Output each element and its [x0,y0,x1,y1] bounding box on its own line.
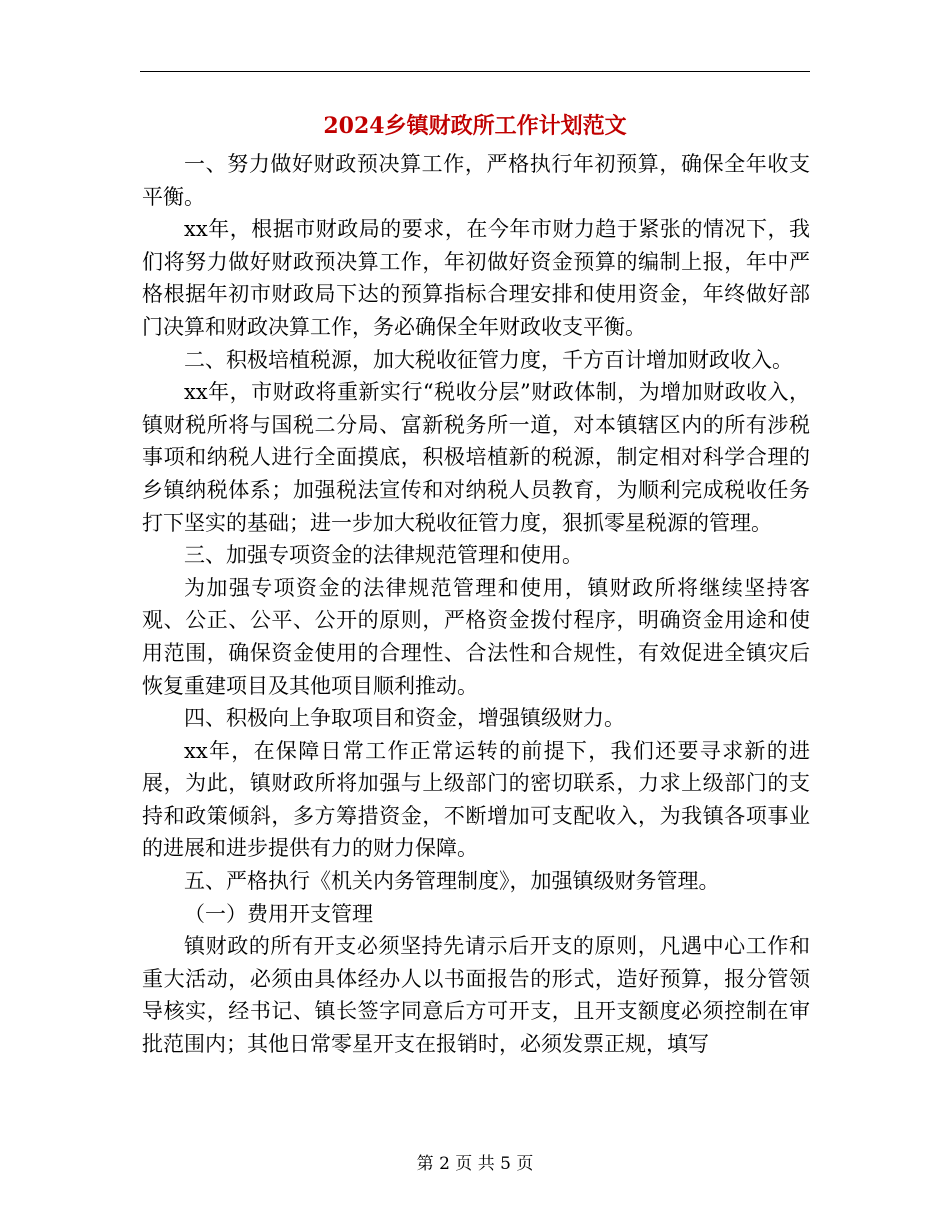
header-rule [140,71,810,72]
subheading-5-1: （一）费用开支管理 [184,901,373,926]
paragraph-1: xx年，根据市财政局的要求，在今年市财力趋于紧张的情况下，我们将努力做好财政预决算工作，年初做好资金预算的编制上报，年中严格根据年初市财政局下达的预算指标合理安排和使用资金，年终做好部门决算和财政决算工作，务必确保全年财政收支平衡。 [142,217,810,339]
heading-5: 五、严格执行《机关内务管理制度》，加强镇级财务管理。 [184,869,720,894]
paragraph-4: xx年，在保障日常工作正常运转的前提下，我们还要寻求新的进展，为此，镇财政所将加强与上级部门的密切联系，力求上级部门的支持和政策倾斜，多方筹措资金，不断增加可支配收入，为我镇各项事业的进展和进步提供有力的财力保障。 [142,738,810,861]
heading-3: 三、加强专项资金的法律规范管理和使用。 [184,543,583,568]
paragraph-2: xx年，市财政将重新实行“税收分层”财政体制，为增加财政收入，镇财税所将与国税二分局、富新税务所一道，对本镇辖区内的所有涉税事项和纳税人进行全面摸底，积极培植新的税源，制定相对科学合理的乡镇纳税体系；加强税法宣传和对纳税人员教育，为顺利完成税收任务打下坚实的基础；进一步加大税收征管力度，狠抓零星税源的管理。 [142,380,810,535]
document-body [142,148,810,1061]
page-footer [0,1152,950,1176]
paragraph-3: 为加强专项资金的法律规范管理和使用，镇财政所将继续坚持客观、公正、公平、公开的原则，严格资金拨付程序，明确资金用途和使用范围，确保资金使用的合理性、合法性和合规性，有效促进全镇灾后恢复重建项目及其他项目顺利推动。 [142,575,810,698]
paragraph-5-1: 镇财政的所有开支必须坚持先请示后开支的原则，凡遇中心工作和重大活动，必须由具体经办人以书面报告的形式，造好预算，报分管领导核实，经书记、镇长签字同意后方可开支，且开支额度必须控制在审批范围内；其他日常零星开支在报销时，必须发票正规，填写 [142,934,810,1057]
heading-4: 四、积极向上争取项目和资金，增强镇级财力。 [184,706,625,731]
heading-2: 二、积极培植税源，加大税收征管力度，千方百计增加财政收入。 [184,347,793,372]
document-title: 2024乡镇财政所工作计划范文 [323,113,627,139]
page-number: 第 2 页 共 5 页 [416,1154,534,1174]
heading-1: 一、努力做好财政预决算工作，严格执行年初预算，确保全年收支平衡。 [142,152,810,209]
